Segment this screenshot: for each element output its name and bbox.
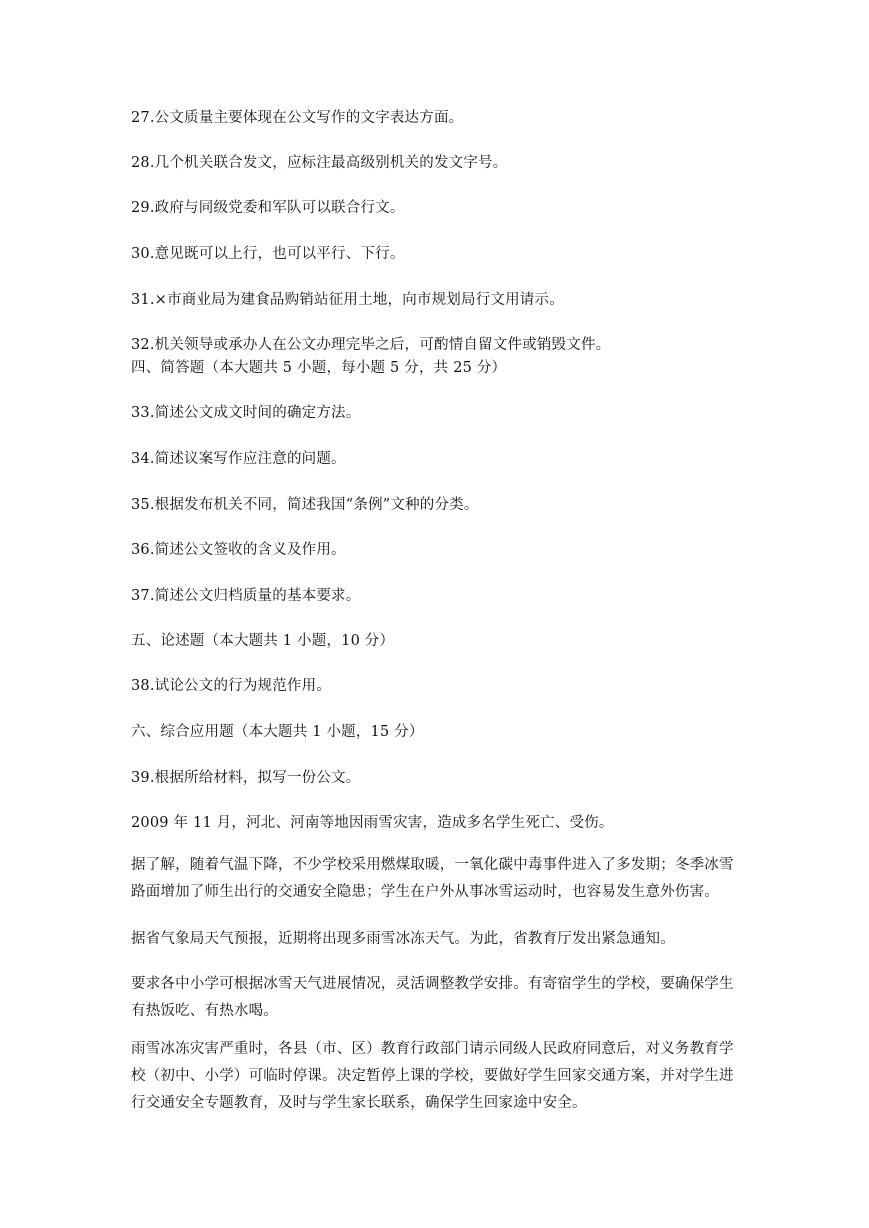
question-33: 33.简述公文成文时间的确定方法。 xyxy=(131,405,361,421)
question-28: 28.几个机关联合发文，应标注最高级别机关的发文字号。 xyxy=(131,155,508,171)
material-paragraph-2: 据了解，随着气温下降，不少学校采用燃煤取暖，一氧化碳中毒事件进入了多发期；冬季冰雪路面增加了师生出行的交通安全隐患；学生在户外从事冰雪运动时，也容易发生意外伤害。 xyxy=(131,857,734,900)
question-35: 35.根据发布机关不同，简述我国“条例”文种的分类。 xyxy=(131,497,479,513)
section-heading-essay: 五、论述题（本大题共 1 小题，10 分） xyxy=(131,633,395,649)
material-paragraph-1: 2009 年 11 月，河北、河南等地因雨雪灾害，造成多名学生死亡、受伤。 xyxy=(131,815,614,831)
material-paragraph-3: 据省气象局天气预报，近期将出现多雨雪冰冻天气。为此，省教育厅发出紧急通知。 xyxy=(131,931,675,947)
question-37: 37.简述公文归档质量的基本要求。 xyxy=(131,588,361,604)
question-34: 34.简述议案写作应注意的问题。 xyxy=(131,451,346,467)
question-31: 31.×市商业局为建食品购销站征用土地，向市规划局行文用请示。 xyxy=(131,292,564,308)
question-27: 27.公文质量主要体现在公文写作的文字表达方面。 xyxy=(131,110,464,126)
question-39: 39.根据所给材料，拟写一份公文。 xyxy=(131,770,361,786)
material-paragraph-4: 要求各中小学可根据冰雪天气进展情况，灵活调整教学安排。有寄宿学生的学校，要确保学生有热饭吃、有热水喝。 xyxy=(131,976,734,1019)
question-36: 36.简述公文签收的含义及作用。 xyxy=(131,542,346,558)
question-32: 32.机关领导或承办人在公文办理完毕之后，可酌情自留文件或销毁文件。 xyxy=(131,337,611,353)
section-heading-application: 六、综合应用题（本大题共 1 小题，15 分） xyxy=(131,724,424,740)
material-paragraph-5: 雨雪冰冻灾害严重时，各县（市、区）教育行政部门请示同级人民政府同意后，对义务教育学校（初中、小学）可临时停课。决定暂停上课的学校，要做好学生回家交通方案，并对学生进行交通安全专题教育，及时与学生家长联系，确保学生回家途中安全。 xyxy=(131,1041,734,1111)
question-29: 29.政府与同级党委和军队可以联合行文。 xyxy=(131,200,405,216)
question-38: 38.试论公文的行为规范作用。 xyxy=(131,678,332,694)
section-heading-short-answer: 四、简答题（本大题共 5 小题，每小题 5 分，共 25 分） xyxy=(131,360,507,376)
question-30: 30.意见既可以上行，也可以平行、下行。 xyxy=(131,246,405,262)
